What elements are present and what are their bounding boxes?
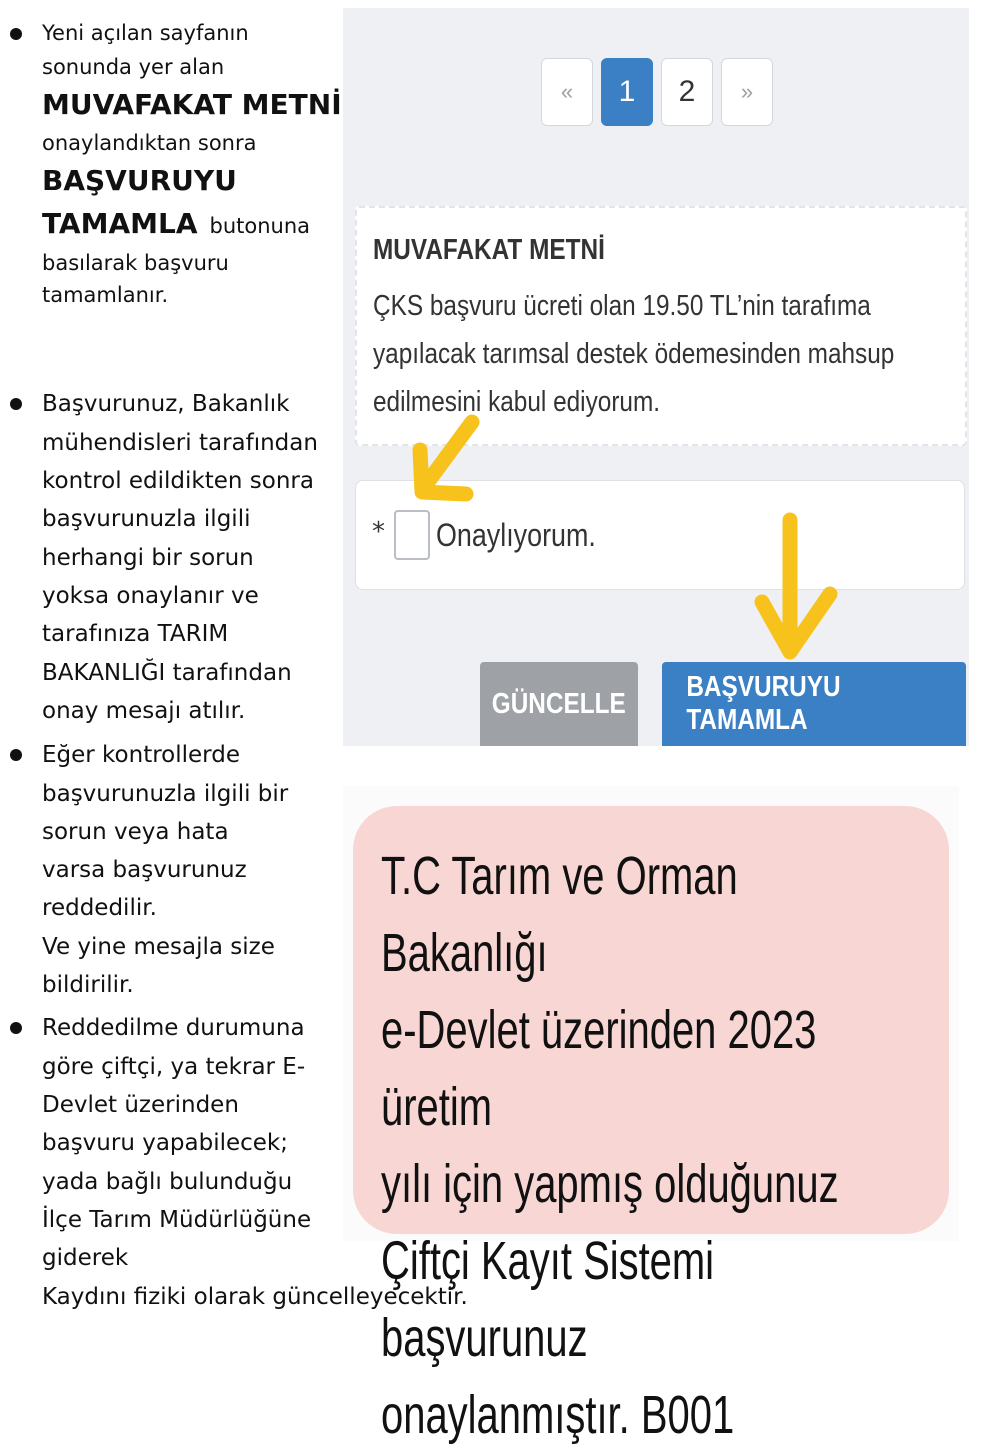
b4-line: Reddedilme durumuna	[42, 1015, 305, 1041]
consent-checkbox-label[interactable]: Onaylıyorum.	[436, 517, 596, 553]
update-button[interactable]	[480, 662, 638, 746]
update-button-label: GÜNCELLE	[492, 687, 626, 720]
sms-screenshot	[343, 786, 959, 1445]
b2-line: yoksa onaylanır ve	[42, 583, 259, 609]
b3-line: sorun veya hata	[42, 819, 229, 845]
complete-application-button[interactable]	[662, 662, 966, 746]
arrow-to-checkbox-icon	[400, 410, 490, 510]
sms-text	[381, 838, 914, 1454]
b3-line: Ve yine mesajla size	[42, 934, 275, 960]
b1-line6a: TAMAMLA	[42, 207, 198, 240]
sms-line: yılı için yapmış olduğunuz	[381, 1154, 839, 1214]
b1-line4: onaylandıktan sonra	[42, 131, 257, 155]
b1-line8: tamamlanır.	[42, 283, 169, 307]
sms-line: e-Devlet üzerinden 2023 üretim	[381, 1000, 817, 1137]
b2-line: tarafınıza TARIM	[42, 621, 229, 647]
sms-line: onaylanmıştır. B001	[381, 1385, 735, 1445]
sms-bubble	[353, 806, 949, 1445]
b3-line: başvurunuzla ilgili bir	[42, 781, 289, 807]
required-mark: *	[372, 517, 385, 547]
b3-line: Eğer kontrollerde	[42, 742, 240, 768]
b2-line: onay mesajı atılır.	[42, 698, 246, 724]
b1-line1: Yeni açılan sayfanın	[42, 21, 249, 45]
b2-line: kontrol edildikten sonra	[42, 468, 314, 494]
b4-line: Kaydını fiziki olarak güncelleyecektir.	[42, 1284, 468, 1310]
pagination-page-1[interactable]: 1	[601, 58, 653, 126]
complete-button-label: BAŞVURUYU TAMAMLA	[686, 671, 841, 736]
bullet-2	[10, 398, 22, 410]
b4-line: İlçe Tarım Müdürlüğüne	[42, 1207, 312, 1233]
sms-line: T.C Tarım ve Orman Bakanlığı	[381, 846, 738, 983]
b1-line3: MUVAFAKAT METNİ	[42, 88, 342, 121]
b4-line: göre çiftçi, ya tekrar E-	[42, 1054, 306, 1080]
pagination-prev-button[interactable]: «	[541, 58, 593, 126]
b2-line: Başvurunuz, Bakanlık	[42, 391, 290, 417]
b3-line: varsa başvurunuz	[42, 857, 247, 883]
b1-line5: BAŞVURUYU	[42, 164, 237, 197]
b4-line: giderek	[42, 1245, 129, 1271]
pagination-page-2[interactable]: 2	[661, 58, 713, 126]
b4-line: yada bağlı bulunduğu	[42, 1169, 293, 1195]
b2-line: BAKANLIĞI tarafından	[42, 660, 292, 686]
consent-checkbox[interactable]	[394, 510, 430, 560]
b3-line: bildirilir.	[42, 972, 134, 998]
b4-line: başvuru yapabilecek;	[42, 1130, 289, 1156]
b4-line: Devlet üzerinden	[42, 1092, 239, 1118]
b3-line: reddedilir.	[42, 895, 157, 921]
b2-line: başvurunuzla ilgili	[42, 506, 251, 532]
application-screenshot	[343, 8, 969, 746]
b2-line: herhangi bir sorun	[42, 545, 254, 571]
b2-line: mühendisleri tarafından	[42, 430, 318, 456]
bullet-1	[10, 28, 22, 40]
b1-line6b: butonuna	[209, 214, 311, 238]
arrow-to-complete-button-icon	[750, 510, 850, 670]
b1-line2: sonunda yer alan	[42, 55, 225, 79]
consent-title: MUVAFAKAT METNİ	[373, 234, 605, 266]
bullet-3	[10, 749, 22, 761]
b1-line7: basılarak başvuru	[42, 251, 229, 275]
bullet-4	[10, 1022, 22, 1034]
pagination-next-button[interactable]: »	[721, 58, 773, 126]
b1-line6	[42, 204, 310, 246]
sms-line: Çiftçi Kayıt Sistemi başvurunuz	[381, 1231, 715, 1368]
pagination	[541, 58, 773, 126]
consent-body: ÇKS başvuru ücreti olan 19.50 TL’nin tarafıma yapılacak tarımsal destek ödemesinden mahsup edilmesini kabul ediyorum.	[373, 290, 895, 418]
